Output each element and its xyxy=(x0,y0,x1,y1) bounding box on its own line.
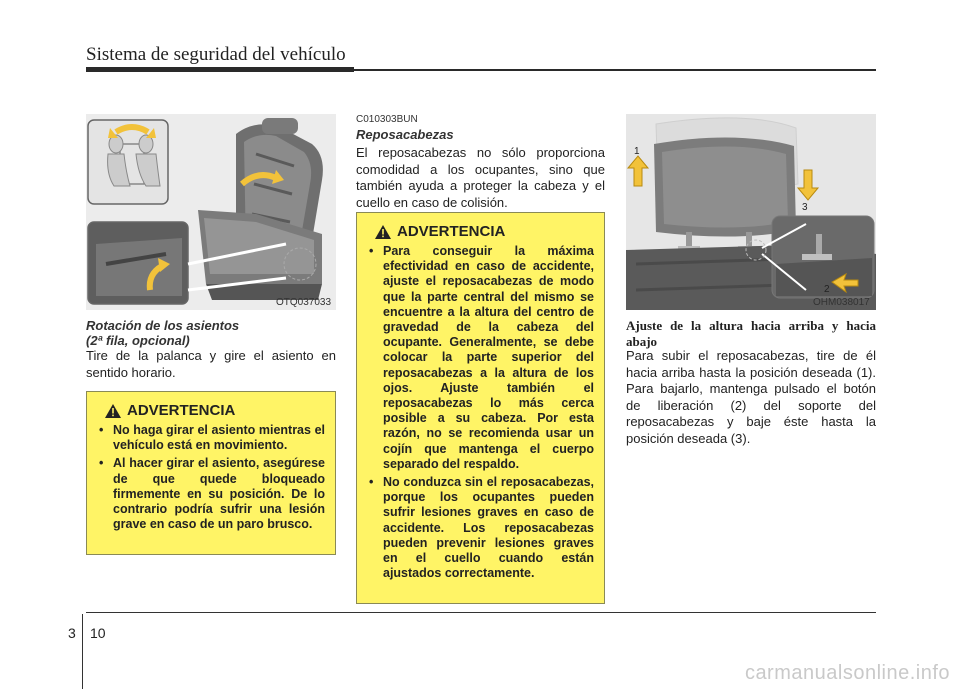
headrest-body: El reposacabezas no sólo proporciona comodidad a los ocupantes, sino que también ayuda a proteger la cabeza y el cuello en caso de colisión. xyxy=(356,145,605,210)
seat-rotation-heading-line2: (2ª fila, opcional) xyxy=(86,333,190,348)
headrest-label-1: 1 xyxy=(634,146,640,157)
height-adjust-heading: Ajuste de la altura hacia arriba y hacia abajo xyxy=(626,318,876,349)
footer-divider xyxy=(82,614,83,689)
headrest-figure-code: OHM038017 xyxy=(813,297,870,308)
headrest-warning-box xyxy=(356,212,605,604)
section-number: 3 xyxy=(68,625,76,641)
seat-warning-box xyxy=(86,391,336,555)
headrest-warning-item: • No conduzca sin el reposacabezas, porque los ocupantes pueden sufrir lesiones graves en caso de accidente. Los reposacabezas pueden prevenir lesiones graves en el cuello cuando están ajustados correctamente. xyxy=(367,475,594,581)
headrest-warning-list xyxy=(367,244,594,581)
watermark-text: carmanualsonline.info xyxy=(744,662,950,684)
seat-rotation-heading-line1: Rotación de los asientos xyxy=(86,318,240,333)
seat-rotation-body: Tire de la palanca y gire el asiento en sentido horario. xyxy=(86,348,336,380)
headrest-warning-header xyxy=(375,223,594,240)
section-title: Sistema de seguridad del vehículo xyxy=(86,44,346,65)
header-rule-thick xyxy=(86,67,354,72)
warning-triangle-icon xyxy=(375,225,391,239)
header-rule-thin xyxy=(354,69,876,71)
headrest-label-2: 2 xyxy=(824,284,830,295)
seat-rotation-figure xyxy=(86,114,336,310)
headrest-section-code: C010303BUN xyxy=(356,114,418,125)
headrest-label-3: 3 xyxy=(802,202,808,213)
headrest-heading: Reposacabezas xyxy=(356,127,454,142)
seat-warning-header xyxy=(105,402,325,419)
footer-rule xyxy=(86,612,876,613)
page-number: 10 xyxy=(90,625,106,641)
headrest-warning-title: ADVERTENCIA xyxy=(397,223,506,240)
seat-warning-list xyxy=(97,423,325,532)
warning-triangle-icon xyxy=(105,404,121,418)
height-adjust-body: Para subir el reposacabezas, tire de él hacia arriba hasta la posición deseada (1). Para bajarlo, mantenga pulsado el botón de liberación (2) del soporte del reposacabezas y baje éste hasta la posición deseada (3). xyxy=(626,348,876,446)
seat-warning-item: • Al hacer girar el asiento, asegúrese de que quede bloqueado firmemente en su posición. De lo contrario podría sufrir una lesión grave en caso de un paro brusco. xyxy=(97,456,325,532)
seat-warning-item: • No haga girar el asiento mientras el vehículo está en movimiento. xyxy=(97,423,325,453)
seat-illustration xyxy=(86,114,336,310)
seat-figure-code: OTQ037033 xyxy=(276,297,332,308)
headrest-illustration xyxy=(626,114,876,310)
seat-rotation-heading xyxy=(86,318,336,348)
headrest-figure xyxy=(626,114,876,310)
headrest-warning-item: • Para conseguir la máxima efectividad en caso de accidente, ajuste el reposacabezas de modo que la parte central del mismo se encuentre a la altura del centro de gravedad de la cabeza del ocupante. Generalmente, se debe colocar la parte superior del reposacabezas a la altura de los ojos. Ajuste también el reposacabezas lo más cerca posible a su cabeza. Por esta razón, no se recomienda usar un cojín que mantenga el cuerpo separado del respaldo. xyxy=(367,244,594,472)
seat-warning-title: ADVERTENCIA xyxy=(127,402,236,419)
